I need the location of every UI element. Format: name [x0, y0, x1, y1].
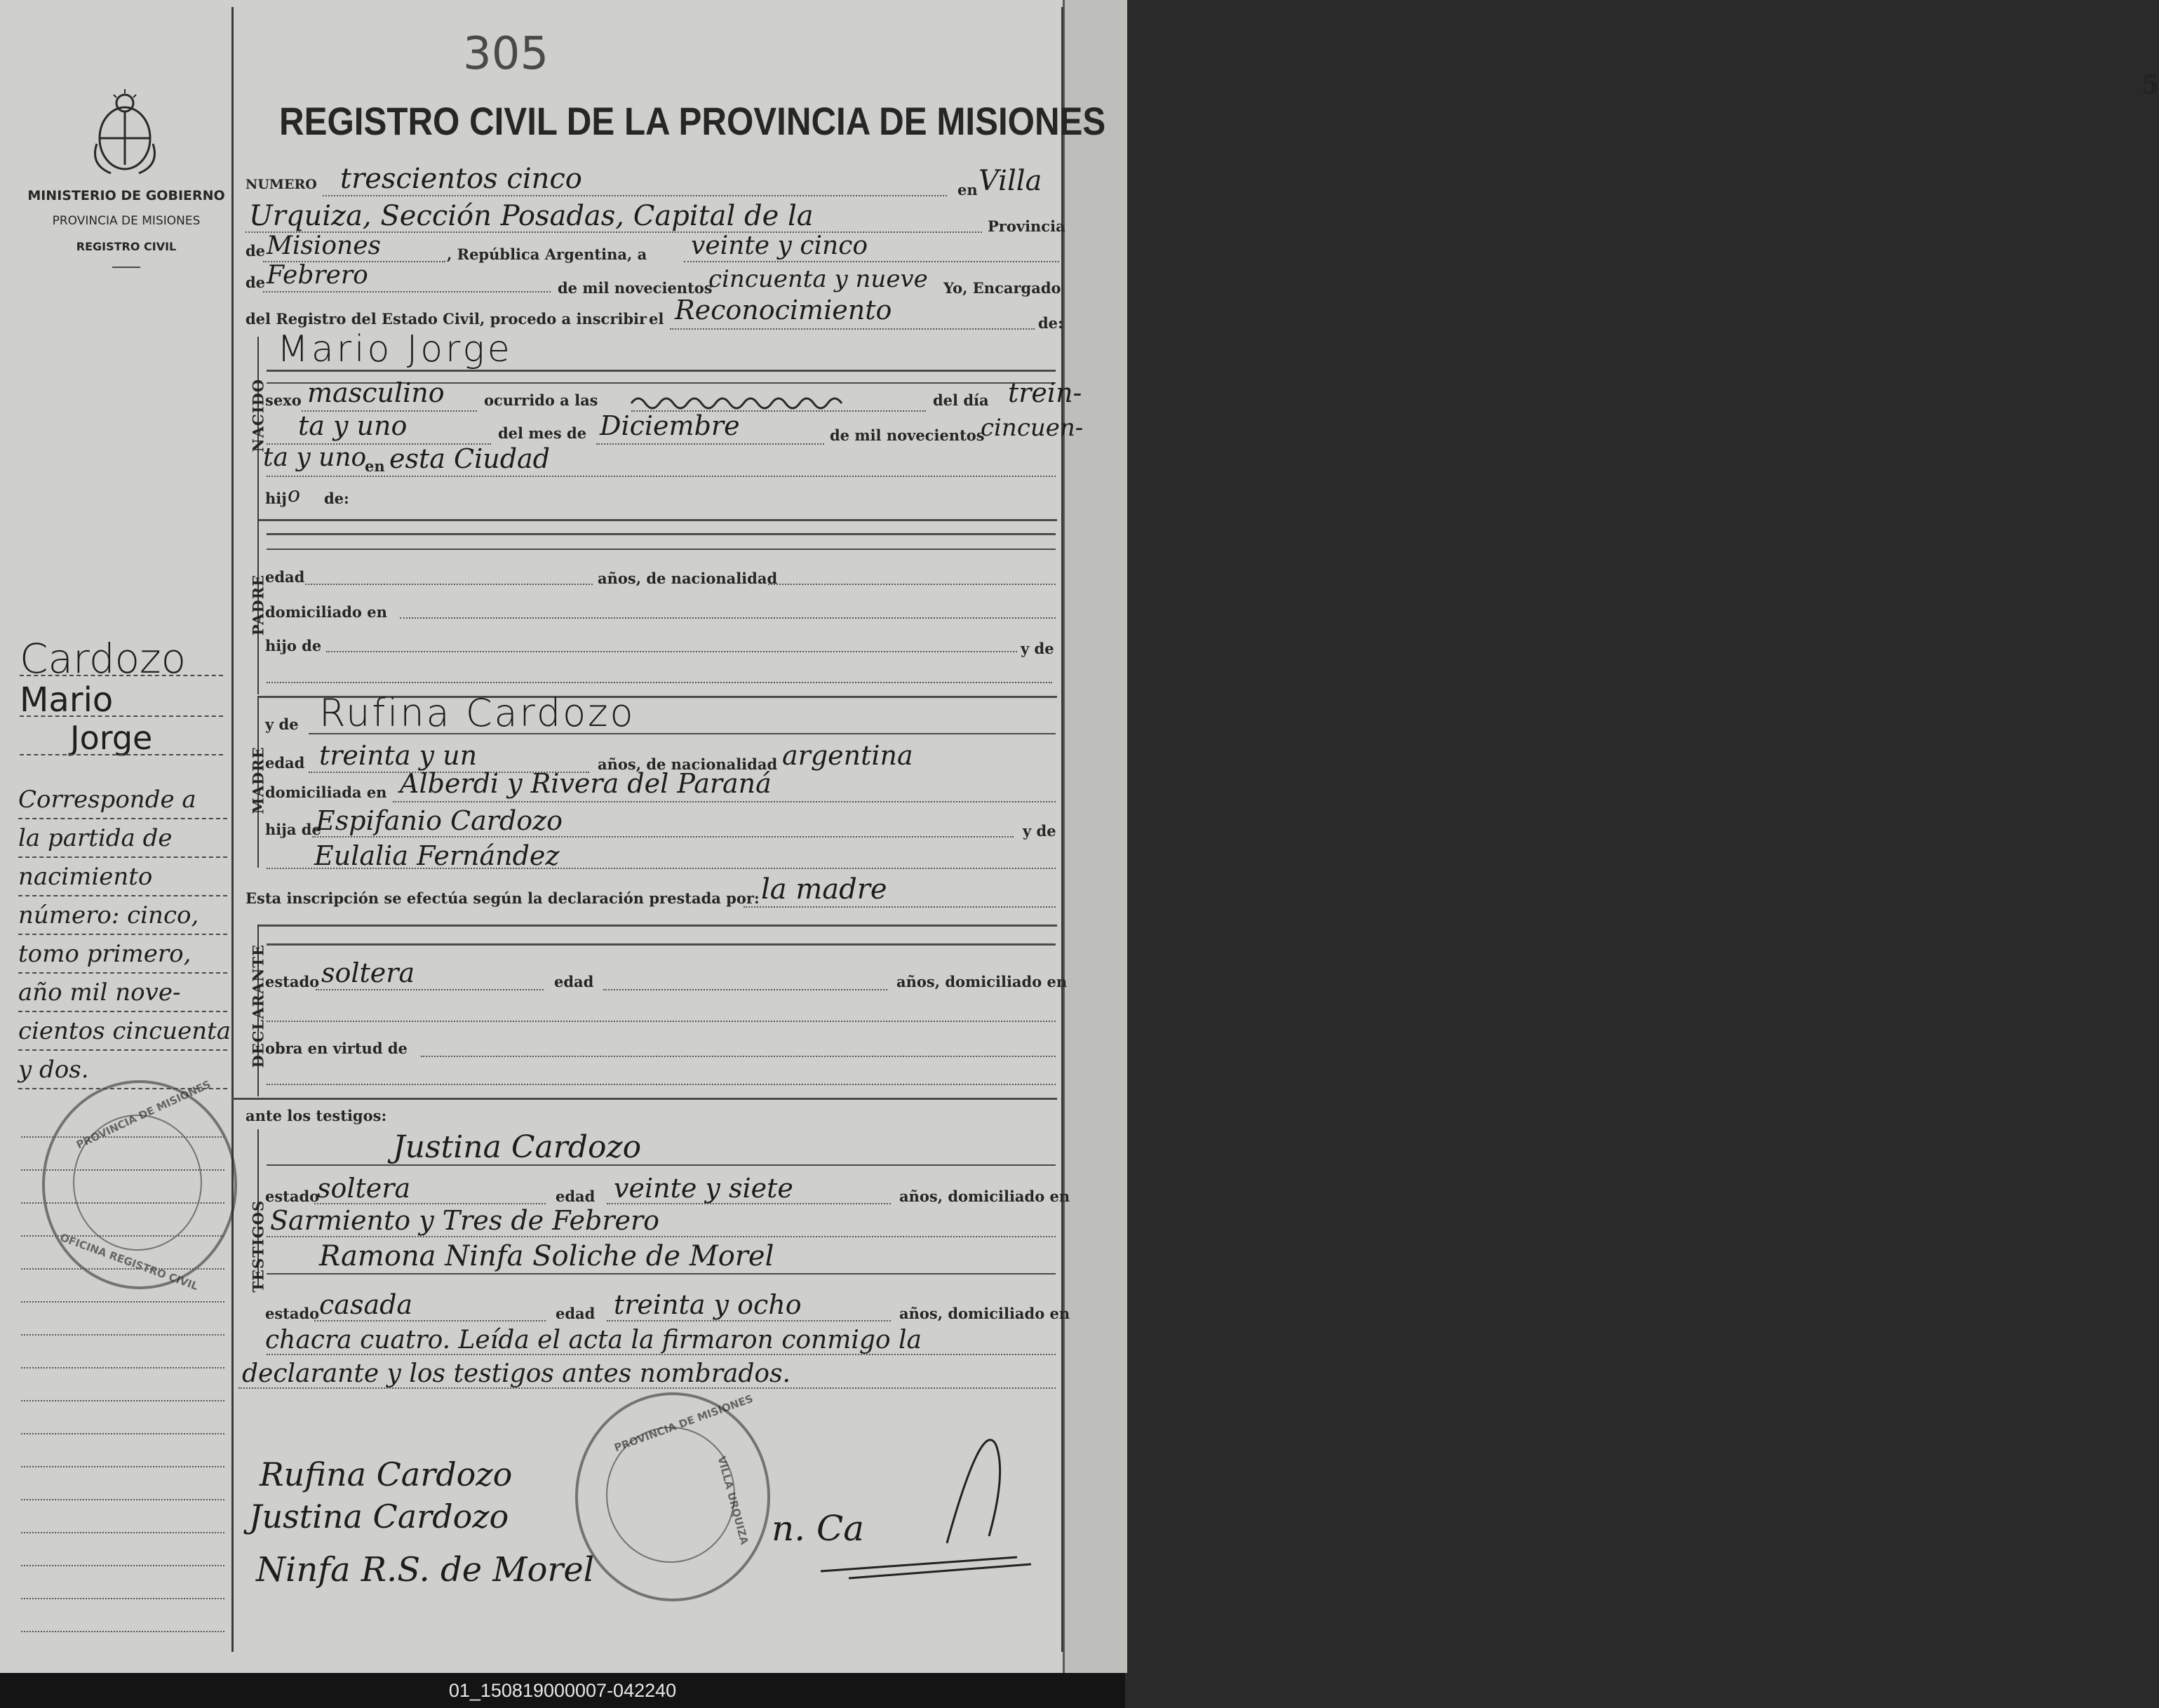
declarante-edad-label: edad — [554, 973, 594, 990]
hijo-de-colon: de: — [324, 490, 349, 507]
signature-flourish — [807, 1417, 1038, 1599]
province-label: PROVINCIA DE MISIONES — [52, 214, 201, 228]
office-label: REGISTRO CIVIL — [76, 240, 177, 253]
stamp-left-bottom: OFICINA REGISTRO CIVIL — [58, 1230, 200, 1293]
dia-b: ta y uno — [298, 410, 408, 441]
fill-line — [267, 1021, 1056, 1022]
padre-section-label: PADRE — [249, 574, 267, 636]
testigo2-estado-label: estado — [265, 1305, 320, 1322]
madre-edad-label: edad — [265, 754, 305, 772]
de-label: de — [246, 242, 266, 260]
declarante-section-label: DECLARANTE — [249, 943, 267, 1068]
padre-domicilio-label: domiciliado en — [265, 603, 387, 621]
fill-line — [316, 989, 544, 990]
margin-rule-line — [21, 1565, 224, 1566]
fill-line — [684, 261, 1059, 262]
testigo2-nombre: Ramona Ninfa Soliche de Morel — [319, 1240, 774, 1272]
margin-name2: Jorge — [70, 719, 153, 757]
anio-value: cincuenta y nueve — [708, 265, 928, 293]
margin-note-line: año mil nove- — [18, 979, 181, 1007]
page-title: REGISTRO CIVIL DE LA PROVINCIA DE MISIONES — [279, 99, 1106, 143]
margin-rule-line — [18, 1011, 227, 1012]
margin-rule-line — [21, 1631, 224, 1632]
testigo2-edad: treinta y ocho — [614, 1289, 802, 1320]
declarante-estado-label: estado — [265, 973, 320, 990]
ministry-label: MINISTERIO DE GOBIERNO — [27, 188, 225, 203]
margin-rule-line — [21, 1235, 224, 1237]
margin-rule-line — [21, 1499, 224, 1500]
testigos-section-label: TESTIGOS — [249, 1199, 267, 1293]
de-colon: de: — [1038, 314, 1063, 332]
sexo-label: sexo — [265, 391, 302, 409]
margin-rule-line — [18, 972, 227, 974]
signature-ninfa: Ninfa R.S. de Morel — [256, 1550, 595, 1589]
en-nac-label: en — [365, 457, 385, 475]
madre-y-de2: y de — [1023, 822, 1056, 840]
fill-line — [421, 1056, 1056, 1057]
madre-edad: treinta y un — [319, 740, 478, 771]
nacido-nombre: Mario Jorge — [277, 328, 513, 370]
lugar-a: Villa — [978, 165, 1042, 197]
fill-line — [393, 801, 1056, 802]
margin-rule-line — [21, 1202, 224, 1204]
madre-domicilio: Alberdi y Rivera del Paraná — [400, 768, 772, 799]
margin-rule-line — [21, 1598, 224, 1599]
margin-rule-line — [21, 1466, 224, 1467]
padre-y-de: y de — [1021, 640, 1054, 657]
fill-line — [400, 617, 1056, 619]
madre-madre: Eulalia Fernández — [314, 840, 560, 871]
dia-value: veinte y cinco — [691, 231, 868, 260]
rule — [267, 549, 1056, 550]
fill-line — [670, 328, 1035, 330]
stamp-right-side: VILLA URQUIZA — [715, 1454, 751, 1547]
mes-nac-value: Diciembre — [600, 410, 740, 441]
fill-line — [267, 1354, 1056, 1355]
rule — [267, 1164, 1056, 1166]
fill-line — [323, 195, 947, 196]
mes-value: Febrero — [267, 261, 368, 290]
margin-rule-line — [21, 1169, 224, 1171]
madre-nacionalidad: argentina — [782, 740, 913, 771]
margin-surname: Cardozo — [20, 635, 187, 682]
margin-name1: Mario — [20, 680, 114, 720]
testigo1-edad: veinte y siete — [614, 1173, 793, 1204]
image-id-footer: 01_150819000007-042240 — [0, 1673, 1125, 1708]
testigo2-domicilio: chacra cuatro. Leída el acta la firmaron conmigo la — [265, 1326, 922, 1354]
margin-note-line: y dos. — [18, 1056, 89, 1084]
rule — [267, 1273, 1056, 1275]
fill-line — [314, 1320, 546, 1322]
next-page-edge — [1063, 0, 2159, 1673]
lugar-b: Urquiza, Sección Posadas, Capital de la — [249, 200, 814, 232]
fill-line — [607, 1203, 891, 1204]
testigo2-anios-label: años, domiciliado en — [899, 1305, 1070, 1322]
ante-testigos-label: ante los testigos: — [246, 1107, 387, 1124]
de-label-2: de — [246, 274, 266, 291]
margin-line — [20, 715, 223, 717]
section-divider — [231, 1098, 1057, 1100]
fill-line — [305, 584, 593, 585]
padre-anios-label: años, de nacionalidad — [598, 570, 778, 587]
testigo1-anios-label: años, domiciliado en — [899, 1188, 1070, 1205]
hijo-suffix: o — [288, 483, 301, 507]
fill-line — [607, 1320, 891, 1322]
fill-line — [312, 836, 1014, 838]
declaracion-label: Esta inscripción se efectúa según la declaración prestada por: — [246, 889, 760, 907]
dia-a: trein- — [1008, 377, 1082, 408]
margin-note-line: la partida de — [18, 824, 173, 852]
encargado-label: Yo, Encargado — [943, 279, 1061, 297]
provincia-value: Misiones — [267, 231, 382, 260]
header-dash — [112, 267, 140, 268]
madre-nombre: Rufina Cardozo — [319, 691, 635, 735]
acto-value: Reconocimiento — [675, 295, 892, 325]
fill-line — [768, 584, 1056, 585]
testigo1-domicilio: Sarmiento y Tres de Febrero — [270, 1205, 660, 1236]
signature-rufina: Rufina Cardozo — [260, 1455, 513, 1493]
margin-note-line: número: cinco, — [18, 901, 199, 929]
margin-rule-line — [21, 1532, 224, 1533]
testigo1-edad-label: edad — [556, 1188, 596, 1205]
fill-line — [326, 651, 1017, 652]
numero-label: NUMERO — [246, 177, 317, 192]
numero-value: trescientos cinco — [340, 163, 582, 195]
padre-edad-label: edad — [265, 568, 305, 586]
stamp-right-top: PROVINCIA DE MISIONES — [612, 1392, 755, 1455]
margin-rule-line — [18, 1088, 227, 1089]
ocurrido-label: ocurrido a las — [484, 391, 598, 409]
madre-padre: Espifanio Cardozo — [316, 805, 563, 836]
folio-number: 305 — [463, 28, 549, 80]
section-divider — [257, 924, 1057, 927]
en-label: en — [957, 181, 978, 199]
testigo1-estado: soltera — [317, 1173, 411, 1204]
declarante-estado: soltera — [321, 957, 415, 988]
margin-rule-line — [18, 856, 227, 858]
rule — [267, 533, 1056, 535]
sexo-value: masculino — [307, 377, 445, 408]
fill-line — [267, 1084, 1056, 1085]
republica-label: , República Argentina, a — [447, 246, 647, 263]
margin-rule — [231, 7, 234, 1652]
fill-line — [267, 682, 1052, 683]
anio-nac-label: de mil novecientos — [830, 426, 985, 444]
margin-note-line: tomo primero, — [18, 940, 191, 968]
page-number: 5 — [2141, 70, 2159, 100]
fill-line — [744, 906, 1056, 908]
signature-justina: Justina Cardozo — [249, 1498, 509, 1535]
declarante-anios-label: años, domiciliado en — [896, 973, 1068, 990]
margin-line — [20, 675, 223, 676]
nacido-section-label: NACIDO — [249, 378, 267, 452]
section-divider — [257, 519, 1057, 521]
fill-line — [267, 476, 1056, 477]
fill-line — [238, 1387, 1056, 1389]
fill-line — [314, 1203, 546, 1204]
madre-hija-label: hija de — [265, 821, 321, 838]
testigo2-estado: casada — [319, 1289, 413, 1320]
right-border-rule — [1061, 7, 1063, 1652]
declaracion-por: la madre — [761, 873, 887, 906]
madre-anios-label: años, de nacionalidad — [598, 755, 778, 773]
margin-rule-line — [21, 1136, 224, 1138]
testigo1-nombre: Justina Cardozo — [393, 1129, 642, 1165]
madre-y-de: y de — [265, 715, 299, 733]
coat-of-arms-icon — [90, 88, 160, 179]
margin-rule-line — [18, 818, 227, 819]
el-label: el — [649, 310, 664, 328]
provincia-label: Provincia — [988, 217, 1065, 235]
margin-rule-line — [21, 1433, 224, 1434]
margin-note-line: nacimiento — [18, 863, 153, 891]
fill-line — [267, 1236, 1056, 1237]
margin-note-line: Corresponde a — [18, 786, 196, 814]
margin-rule-line — [18, 934, 227, 935]
margin-rule-line — [21, 1334, 224, 1336]
testigo1-estado-label: estado — [265, 1188, 320, 1205]
anio-b: ta y uno — [263, 443, 367, 472]
signature-oficial: n. Ca — [772, 1508, 865, 1549]
del-dia-label: del día — [933, 391, 989, 409]
registro-label: del Registro del Estado Civil, procedo a inscribir — [246, 310, 647, 328]
margin-note-line: cientos cincuenta — [18, 1017, 231, 1045]
rule — [309, 733, 1056, 734]
fill-line — [267, 868, 1056, 869]
fill-line — [596, 443, 824, 445]
declarante-obra-label: obra en virtud de — [265, 1040, 408, 1057]
lugar-nac: esta Ciudad — [389, 443, 551, 474]
fill-line — [263, 291, 551, 292]
margin-rule-line — [21, 1301, 224, 1303]
margin-rule-line — [18, 895, 227, 896]
margin-rule-line — [21, 1367, 224, 1369]
anio-a: cincuen- — [981, 414, 1084, 442]
margin-rule-line — [21, 1268, 224, 1270]
madre-domicilio-label: domiciliada en — [265, 784, 387, 801]
rule — [267, 370, 1056, 372]
hijo-label: hij — [265, 490, 287, 507]
margin-rule-line — [21, 1400, 224, 1401]
cierre-text: declarante y los testigos antes nombrados. — [242, 1359, 791, 1388]
testigo2-edad-label: edad — [556, 1305, 596, 1322]
anio-label: de mil novecientos — [558, 279, 713, 297]
fill-line — [603, 989, 887, 990]
margin-rule-line — [18, 1049, 227, 1051]
mes-label: del mes de — [498, 424, 587, 442]
stamp-left-top: PROVINCIA DE MISIONES — [74, 1077, 213, 1152]
padre-hijo-label: hijo de — [265, 637, 322, 654]
margin-line — [20, 754, 223, 755]
madre-section-label: MADRE — [249, 746, 267, 814]
rule — [267, 943, 1056, 946]
